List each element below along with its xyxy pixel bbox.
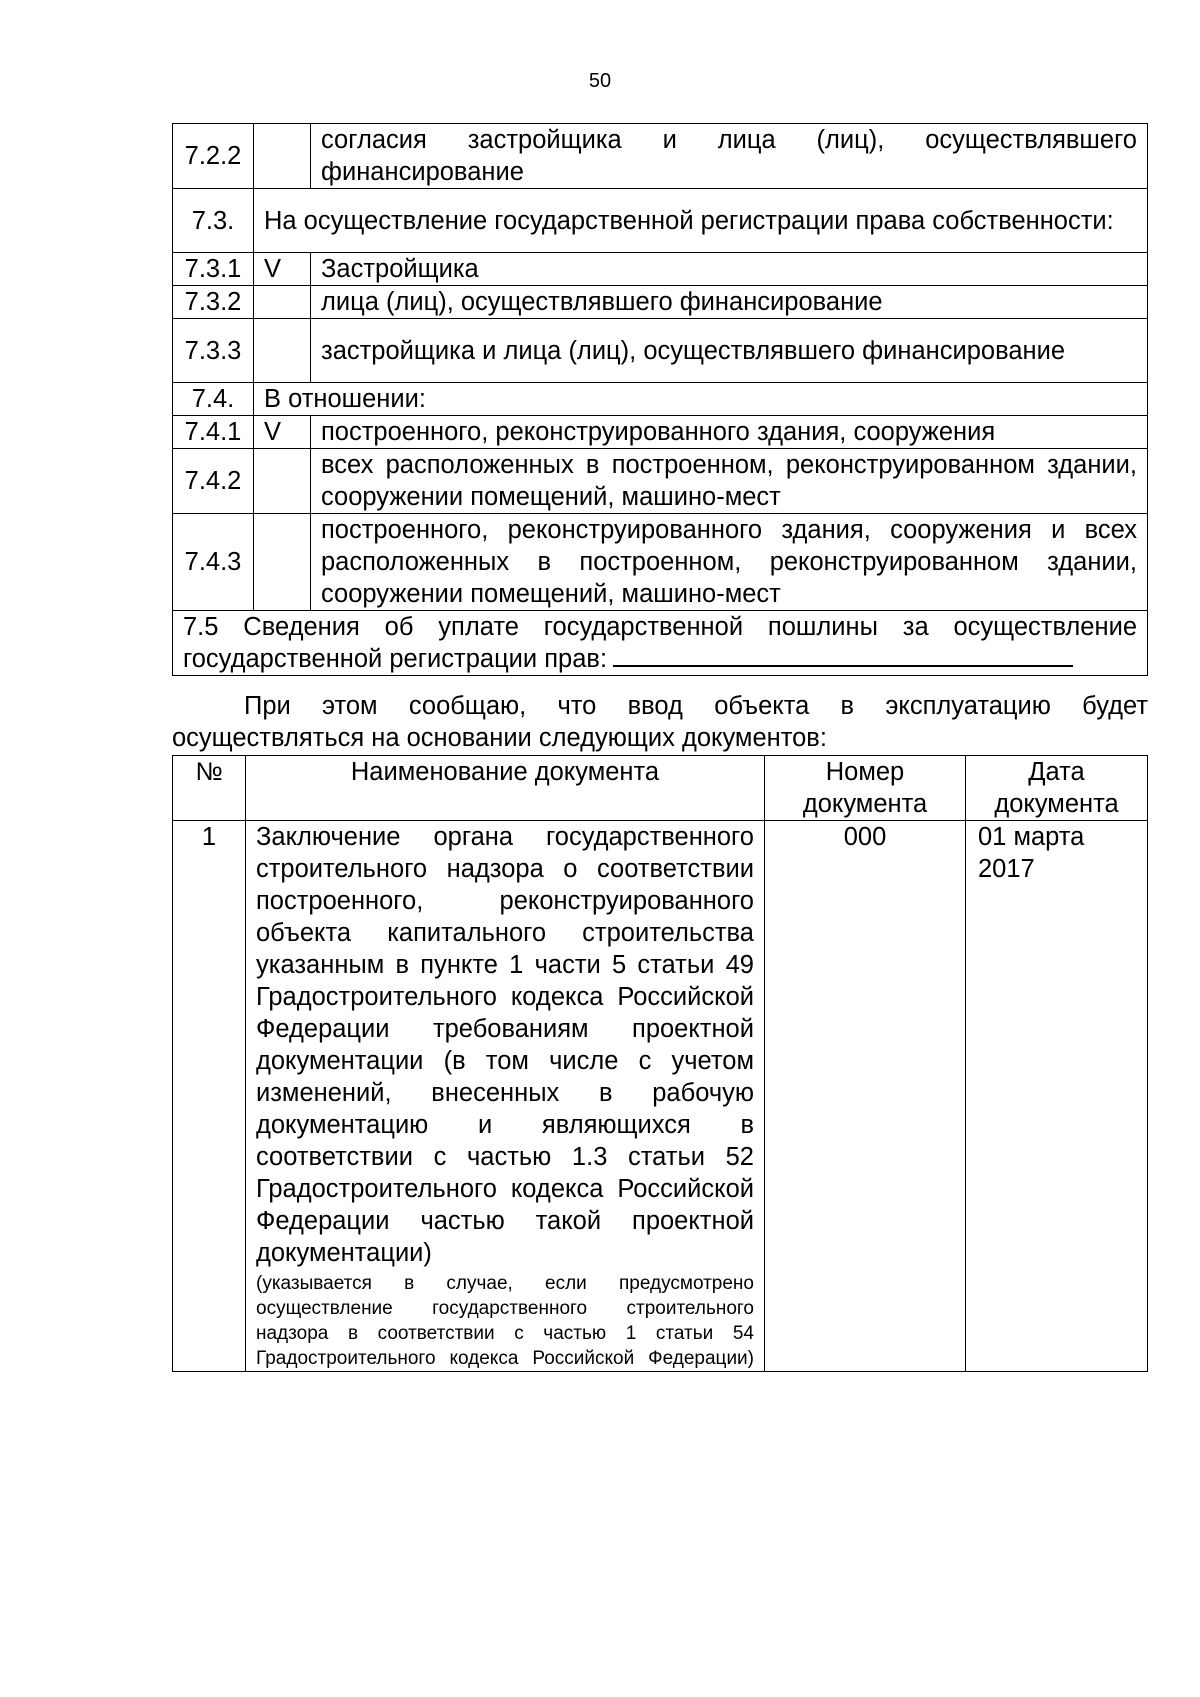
check-mark bbox=[254, 514, 311, 611]
row-number: 7.4. bbox=[173, 383, 254, 416]
row-number: 7.4.3 bbox=[173, 514, 254, 611]
row-number: 7.3.3 bbox=[173, 319, 254, 383]
table-row bbox=[173, 189, 1148, 253]
check-mark: V bbox=[254, 253, 311, 286]
row-number: 7.2.2 bbox=[173, 124, 254, 189]
row-number: 7.3.2 bbox=[173, 286, 254, 319]
row-text: лица (лиц), осуществлявшего финансирование bbox=[311, 286, 1148, 319]
documents-table bbox=[172, 755, 1148, 1372]
table-row bbox=[173, 514, 1148, 611]
header-name: Наименование документа bbox=[246, 756, 765, 821]
table-row bbox=[173, 821, 1148, 1372]
row-number: 7.3.1 bbox=[173, 253, 254, 286]
check-mark bbox=[254, 124, 311, 189]
section-heading: В отношении: bbox=[254, 383, 1148, 416]
document-note: (указывается в случае, если предусмотрено осуществление государственного строительного надзора в соответствии с частью 1 статьи 54 Градостроительного кодекса Российской Федерации) bbox=[256, 1273, 754, 1369]
fee-info-text: 7.5 Сведения об уплате государственной пошлины за осуществление государственной регистрации прав: bbox=[183, 613, 1137, 673]
table-row bbox=[173, 319, 1148, 383]
cell-no: 1 bbox=[173, 821, 246, 1372]
page-number: 50 bbox=[588, 70, 612, 92]
fee-info-cell bbox=[173, 611, 1148, 676]
cell-date: 01 марта 2017 bbox=[966, 821, 1148, 1372]
table-row bbox=[173, 383, 1148, 416]
cell-name bbox=[246, 821, 765, 1372]
document-name: Заключение органа государственного строительного надзора о соответствии построенного, реконструированного объекта капитального строительства указанным в пункте 1 части 5 статьи 49 Градостроительного кодекса Российской Федерации требованиям проектной документации (в том числе с учетом изменений, внесенных в рабочую документацию и являющихся в соответствии с частью 1.3 статьи 52 Градостроительного кодекса Российской Федерации частью такой проектной документации) bbox=[256, 823, 754, 1267]
row-text: согласия застройщика и лица (лиц), осуществлявшего финансирование bbox=[311, 124, 1148, 189]
check-mark bbox=[254, 449, 311, 514]
row-text: застройщика и лица (лиц), осуществлявшего финансирование bbox=[311, 319, 1148, 383]
row-number: 7.4.2 bbox=[173, 449, 254, 514]
table-row bbox=[173, 286, 1148, 319]
header-row bbox=[173, 756, 1148, 821]
cell-number: 000 bbox=[765, 821, 966, 1372]
table-row bbox=[173, 449, 1148, 514]
registration-table bbox=[172, 123, 1148, 676]
row-text: построенного, реконструированного здания, сооружения и всех расположенных в построенном, реконструированном здании, сооружении помещений, машино-мест bbox=[311, 514, 1148, 611]
table-row bbox=[173, 611, 1148, 676]
row-text: всех расположенных в построенном, реконструированном здании, сооружении помещений, машино-мест bbox=[311, 449, 1148, 514]
check-mark bbox=[254, 286, 311, 319]
row-text: Застройщика bbox=[311, 253, 1148, 286]
header-number: Номер документа bbox=[765, 756, 966, 821]
header-date: Дата документа bbox=[966, 756, 1148, 821]
row-text: построенного, реконструированного здания, сооружения bbox=[311, 416, 1148, 449]
header-no: № bbox=[173, 756, 246, 821]
intro-paragraph: При этом сообщаю, что ввод объекта в эксплуатацию будет осуществляться на основании следующих документов: bbox=[172, 692, 1148, 752]
row-number: 7.4.1 bbox=[173, 416, 254, 449]
row-number: 7.3. bbox=[173, 189, 254, 253]
section-heading: На осуществление государственной регистрации права собственности: bbox=[254, 189, 1148, 253]
table-row bbox=[173, 124, 1148, 189]
table-row bbox=[173, 416, 1148, 449]
fee-fill-line bbox=[613, 665, 1073, 667]
table-row bbox=[173, 253, 1148, 286]
check-mark bbox=[254, 319, 311, 383]
check-mark: V bbox=[254, 416, 311, 449]
